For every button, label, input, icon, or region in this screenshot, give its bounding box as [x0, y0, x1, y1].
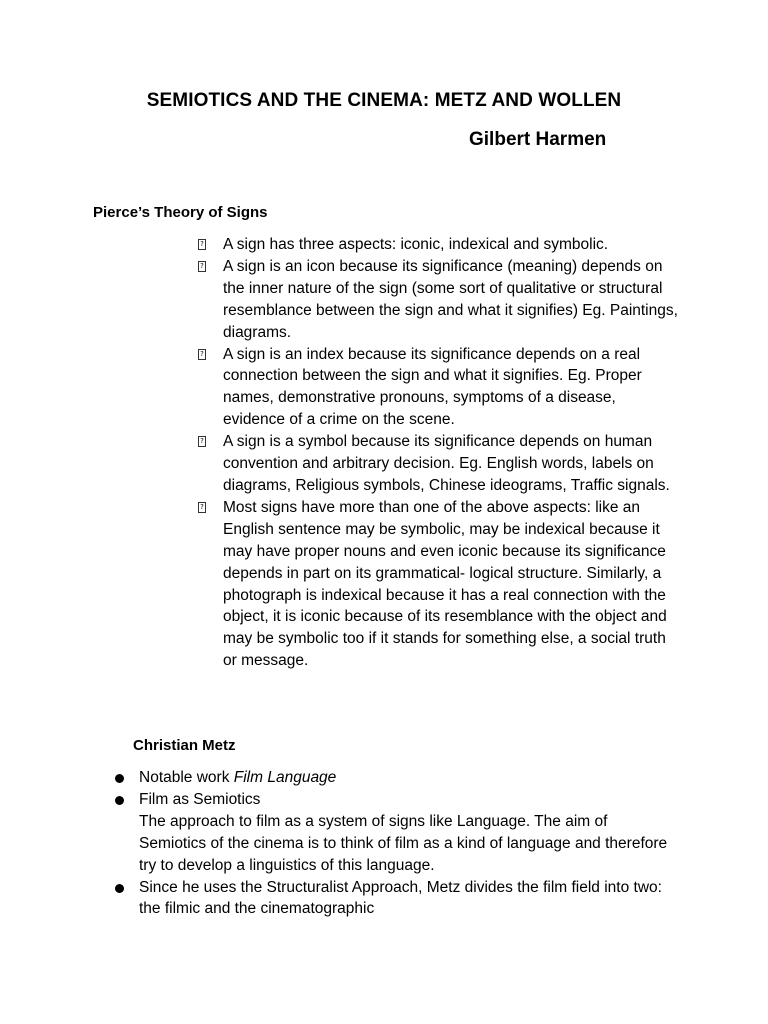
metz-bullet-list [113, 767, 673, 920]
list-item-text: A sign is an icon because its significance (meaning) depends on the inner nature of the sign (some sort of qualitative or structural resemblance between the sign and what it signifies) Eg. Paintings, diagrams. [223, 257, 678, 341]
bullet-dot-icon [115, 884, 124, 893]
list-item [198, 497, 678, 672]
list-item [113, 767, 673, 789]
missing-glyph-icon: ? [198, 349, 206, 360]
list-item-text: Since he uses the Structuralist Approach, Metz divides the film field into two: the filmic and the cinematographic [139, 878, 662, 918]
bullet-dot-icon [115, 796, 124, 805]
list-item [113, 877, 673, 921]
list-item-body: The approach to film as a system of signs like Language. The aim of Semiotics of the cinema is to think of film as a kind of language and therefore try to develop a linguistics of this language. [139, 812, 668, 874]
list-item-text: Most signs have more than one of the above aspects: like an English sentence may be symbolic, may be indexical because it may have proper nouns and even iconic because its significance depends in part on its grammatical- logical structure. Similarly, a photograph is indexical because it has a real connection with the object, it is iconic because of its resemblance with the object and may be symbolic too if it stands for something else, a social truth or message. [223, 498, 667, 670]
missing-glyph-icon: ? [198, 436, 206, 447]
list-item-text: A sign has three aspects: iconic, indexical and symbolic. [223, 236, 609, 253]
list-item-title: Film as Semiotics [139, 790, 261, 808]
pierce-bullet-list [198, 234, 678, 672]
list-item [113, 789, 673, 877]
list-item [198, 344, 678, 432]
section-heading-pierce: Pierce’s Theory of Signs [93, 204, 268, 221]
list-item-text: A sign is an index because its significance depends on a real connection between the sign and what it signifies. Eg. Proper names, demonstrative pronouns, symptoms of a disease, evidence of a crime on the scene. [223, 345, 642, 429]
list-item [198, 234, 678, 256]
missing-glyph-icon: ? [198, 261, 206, 272]
author-name: Gilbert Harmen [469, 129, 607, 150]
list-item-text: A sign is a symbol because its significance depends on human convention and arbitrary decision. Eg. English words, labels on diagrams, Religious symbols, Chinese ideograms, Traffic signals. [223, 433, 670, 494]
work-title: Film Language [233, 769, 337, 786]
missing-glyph-icon: ? [198, 239, 206, 250]
bullet-dot-icon [115, 774, 124, 783]
list-item [198, 256, 678, 344]
section-heading-metz: Christian Metz [133, 737, 236, 754]
missing-glyph-icon: ? [198, 502, 206, 513]
list-item-text: Notable work [139, 769, 234, 786]
document-title: SEMIOTICS AND THE CINEMA: METZ AND WOLLEN [146, 90, 622, 111]
list-item [198, 431, 678, 497]
